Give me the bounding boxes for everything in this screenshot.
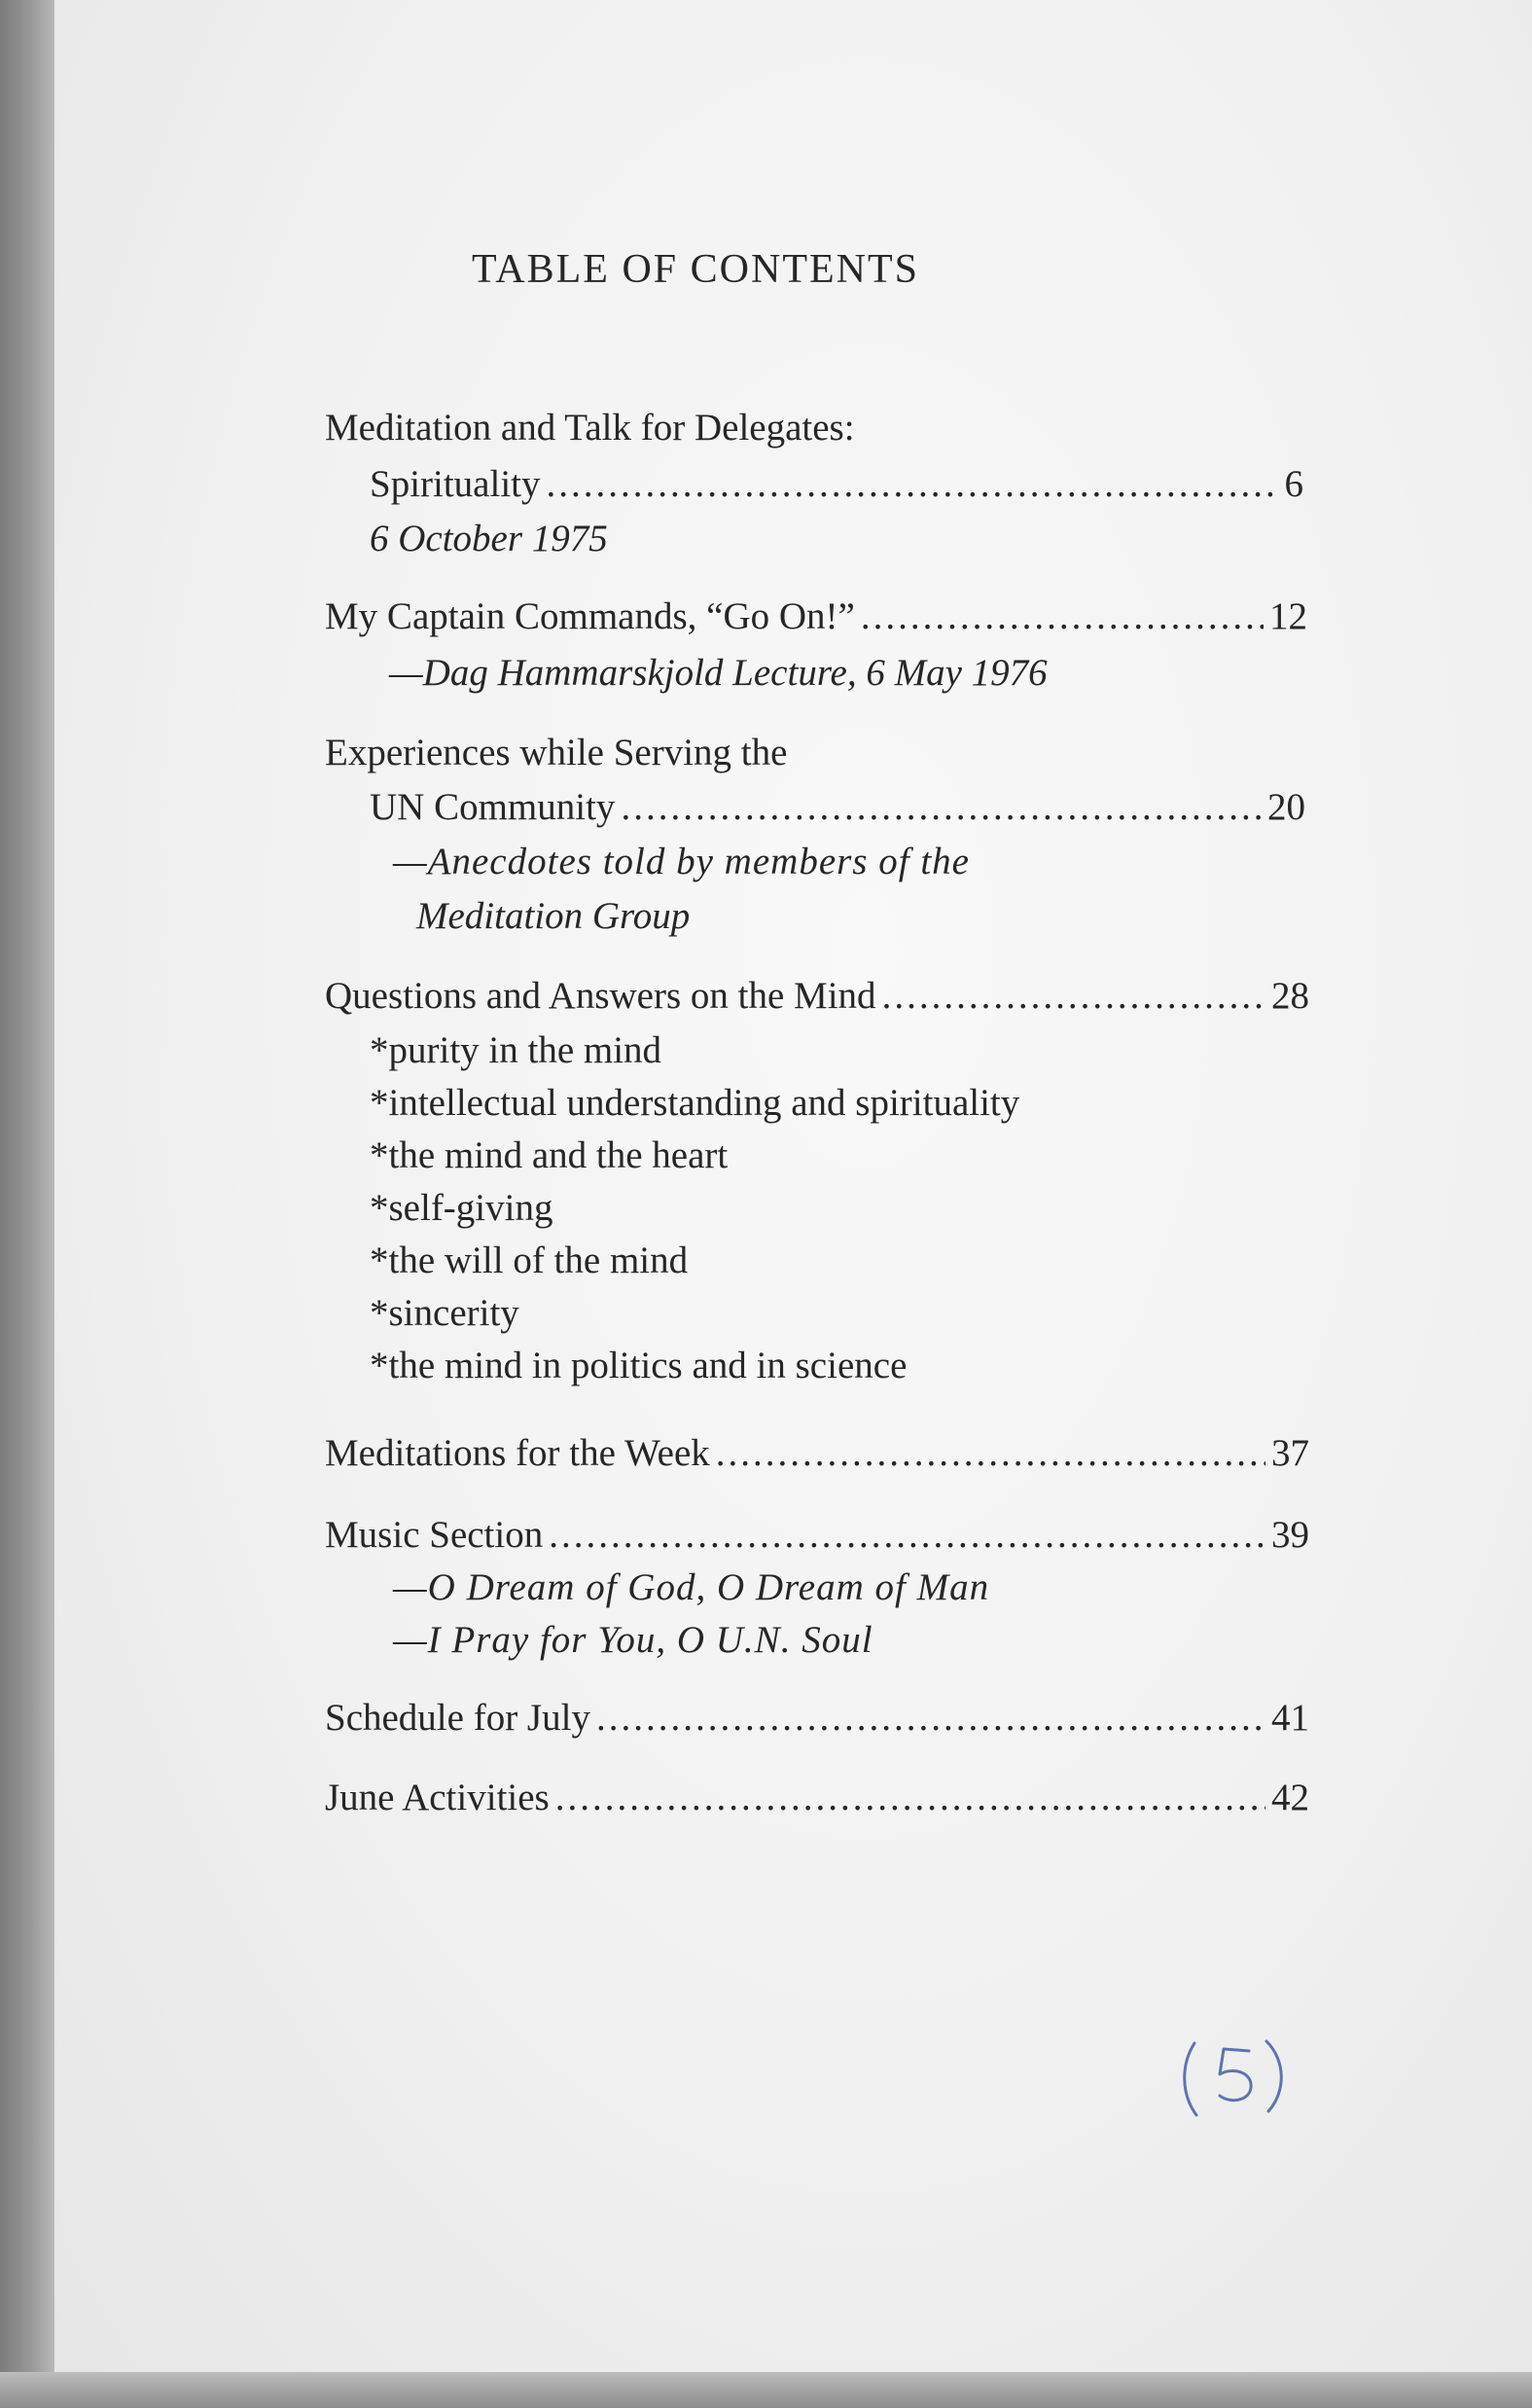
scan-bottom-edge [0, 2372, 1532, 2408]
entry-note: 6 October 1975 [370, 518, 608, 559]
entry-title: Schedule for July [325, 1697, 590, 1739]
topic-item: *the mind and the heart [370, 1134, 729, 1176]
leader-dots [555, 1779, 1265, 1816]
toc-entry[interactable] [370, 788, 1305, 826]
toc-entry[interactable] [325, 1516, 1309, 1554]
topic-item: *the mind in politics and in science [370, 1345, 908, 1386]
leader-dots [596, 1699, 1265, 1737]
leader-dots [861, 597, 1264, 635]
topic-item: *the will of the mind [370, 1240, 689, 1281]
topic-item: *purity in the mind [370, 1029, 662, 1071]
topic-item: *sincerity [370, 1292, 519, 1334]
page-number: 41 [1271, 1697, 1309, 1739]
entry-title: My Captain Commands, “Go On!” [325, 595, 855, 637]
page-number: 37 [1271, 1432, 1309, 1474]
toc-entry[interactable] [370, 465, 1303, 503]
page-title: TABLE OF CONTENTS [472, 247, 919, 292]
entry-title: June Activities [325, 1777, 550, 1818]
entry-title: UN Community [370, 786, 616, 828]
leader-dots [621, 788, 1262, 826]
entry-title: Spirituality [370, 463, 541, 505]
page-number: 28 [1271, 975, 1309, 1017]
leader-dots [882, 977, 1265, 1015]
page-number: 42 [1271, 1777, 1309, 1818]
toc-entry[interactable] [325, 1699, 1309, 1737]
leader-dots [716, 1434, 1265, 1472]
entry-heading: Experiences while Serving the [325, 732, 788, 773]
leader-dots [547, 465, 1279, 503]
topic-item: *self-giving [370, 1187, 553, 1229]
leader-dots [549, 1516, 1265, 1554]
handwritten-page-number [1173, 2033, 1300, 2121]
entry-heading: Meditation and Talk for Delegates: [325, 407, 855, 449]
toc-entry[interactable] [325, 1779, 1309, 1816]
toc-entry[interactable] [325, 597, 1307, 635]
page-number: 20 [1267, 786, 1305, 828]
page-number: 12 [1269, 595, 1307, 637]
entry-note: —Anecdotes told by members of the [393, 841, 970, 882]
entry-note: —Dag Hammarskjold Lecture, 6 May 1976 [389, 652, 1048, 694]
toc-entry[interactable] [325, 1434, 1309, 1472]
entry-note: Meditation Group [416, 895, 691, 937]
entry-title: Questions and Answers on the Mind [325, 975, 876, 1017]
page-number: 6 [1284, 463, 1303, 505]
page-number: 39 [1271, 1514, 1309, 1556]
song-item: —O Dream of God, O Dream of Man [393, 1566, 990, 1608]
entry-title: Meditations for the Week [325, 1432, 710, 1474]
song-item: —I Pray for You, O U.N. Soul [393, 1619, 873, 1661]
toc-entry[interactable] [325, 977, 1309, 1015]
entry-title: Music Section [325, 1514, 544, 1556]
topic-item: *intellectual understanding and spirituality [370, 1082, 1020, 1124]
page-paper [54, 0, 1532, 2372]
scan-left-edge [0, 0, 54, 2408]
